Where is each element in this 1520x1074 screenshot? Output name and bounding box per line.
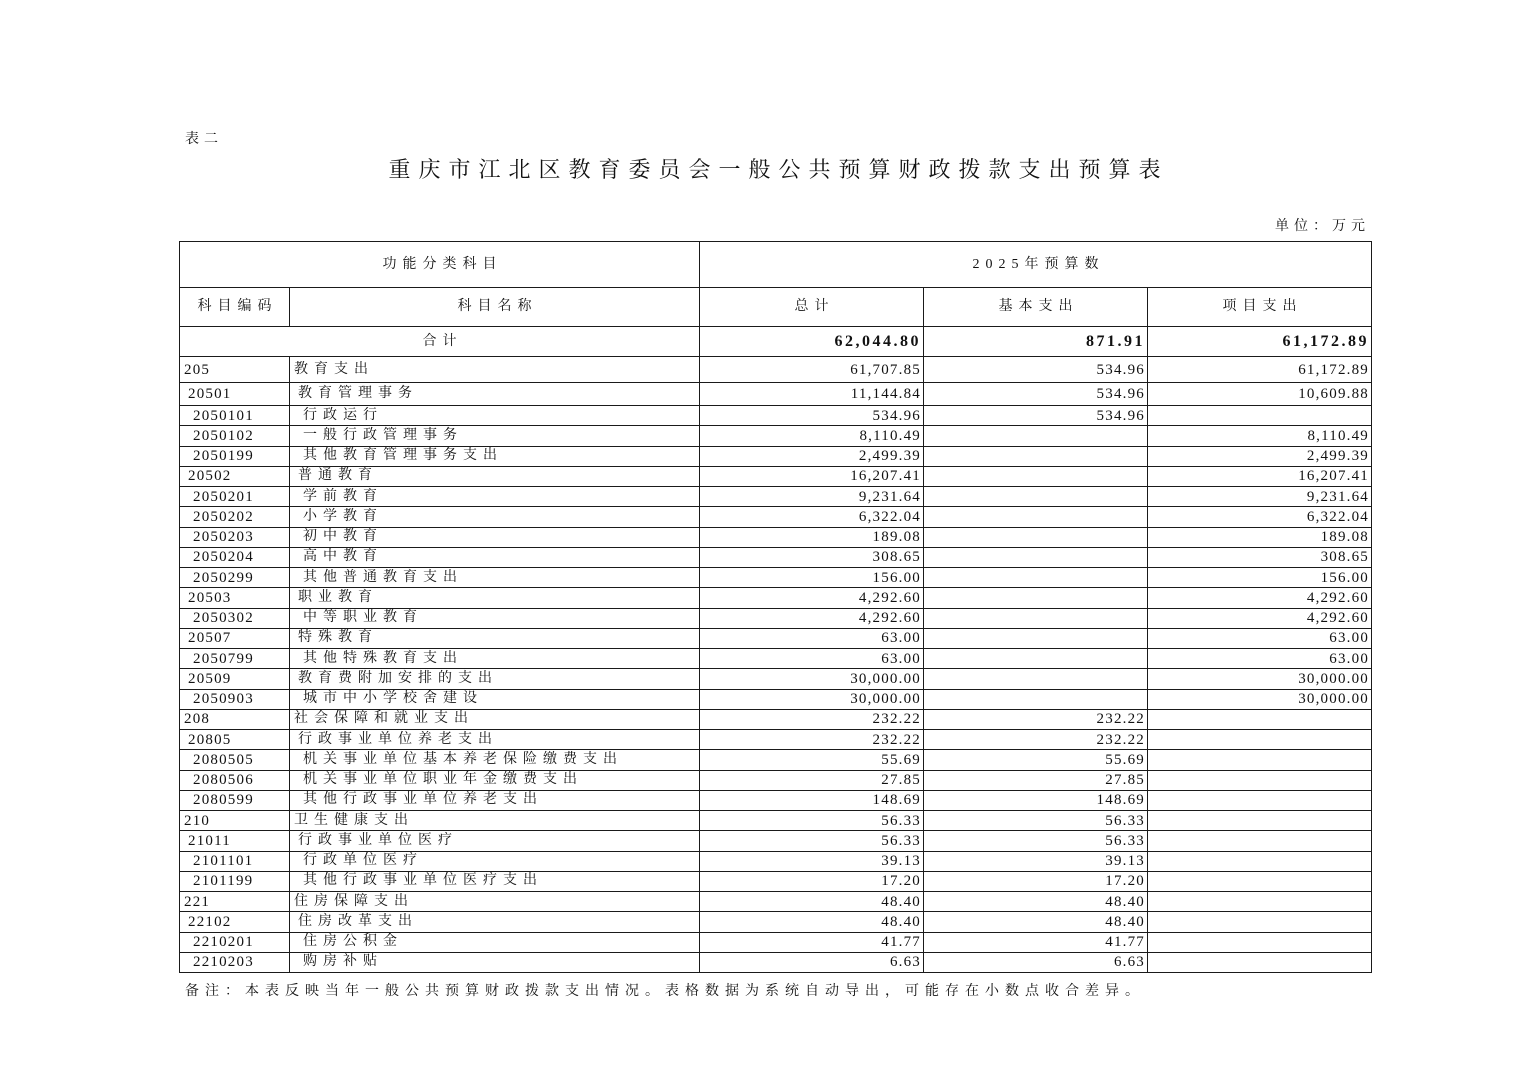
- subject-code: 2210203: [180, 952, 290, 972]
- header-budget-year: 2025年预算数: [700, 242, 1372, 288]
- total-amount: 534.96: [700, 406, 924, 426]
- subject-code: 2050203: [180, 527, 290, 547]
- table-row: [180, 851, 1372, 871]
- subject-name: 购房补贴: [290, 952, 700, 972]
- project-amount: 156.00: [1148, 568, 1372, 588]
- total-amount: 30,000.00: [700, 689, 924, 709]
- subject-name: 中等职业教育: [290, 608, 700, 628]
- project-amount: [1148, 709, 1372, 729]
- subject-name: 机关事业单位职业年金缴费支出: [290, 770, 700, 790]
- basic-amount: [924, 487, 1148, 507]
- table-row: [180, 507, 1372, 527]
- table-row: [180, 383, 1372, 406]
- basic-amount: [924, 507, 1148, 527]
- total-amount: 56.33: [700, 811, 924, 831]
- table-row: [180, 568, 1372, 588]
- table-row: [180, 446, 1372, 466]
- table-row: [180, 871, 1372, 891]
- subject-name: 其他普通教育支出: [290, 568, 700, 588]
- total-amount: 56.33: [700, 831, 924, 851]
- table-row: [180, 426, 1372, 446]
- subject-code: 2050302: [180, 608, 290, 628]
- header-total: 总计: [700, 288, 924, 327]
- basic-amount: 48.40: [924, 892, 1148, 912]
- sum-total: 62,044.80: [700, 327, 924, 357]
- subject-name: 普通教育: [290, 466, 700, 486]
- project-amount: 4,292.60: [1148, 588, 1372, 608]
- project-amount: [1148, 730, 1372, 750]
- header-code: 科目编码: [180, 288, 290, 327]
- basic-amount: 55.69: [924, 750, 1148, 770]
- subject-name: 初中教育: [290, 527, 700, 547]
- budget-table: [179, 241, 1372, 973]
- subject-name: 其他教育管理事务支出: [290, 446, 700, 466]
- basic-amount: [924, 466, 1148, 486]
- sum-basic: 871.91: [924, 327, 1148, 357]
- basic-amount: [924, 669, 1148, 689]
- subject-code: 2080599: [180, 790, 290, 810]
- subject-name: 职业教育: [290, 588, 700, 608]
- subject-code: 2050201: [180, 487, 290, 507]
- subject-code: 20509: [180, 669, 290, 689]
- subject-name: 住房公积金: [290, 932, 700, 952]
- subject-code: 22102: [180, 912, 290, 932]
- project-amount: 8,110.49: [1148, 426, 1372, 446]
- project-amount: [1148, 831, 1372, 851]
- subject-name: 一般行政管理事务: [290, 426, 700, 446]
- header-name: 科目名称: [290, 288, 700, 327]
- basic-amount: 41.77: [924, 932, 1148, 952]
- total-amount: 30,000.00: [700, 669, 924, 689]
- subject-name: 机关事业单位基本养老保险缴费支出: [290, 750, 700, 770]
- basic-amount: [924, 547, 1148, 567]
- subject-name: 教育费附加安排的支出: [290, 669, 700, 689]
- basic-amount: 39.13: [924, 851, 1148, 871]
- table-row: [180, 892, 1372, 912]
- total-amount: 27.85: [700, 770, 924, 790]
- unit-label: 单位：万元: [1275, 219, 1370, 234]
- basic-amount: 6.63: [924, 952, 1148, 972]
- project-amount: [1148, 406, 1372, 426]
- basic-amount: 148.69: [924, 790, 1148, 810]
- subject-code: 2050199: [180, 446, 290, 466]
- project-amount: 61,172.89: [1148, 357, 1372, 383]
- table-row: [180, 487, 1372, 507]
- total-amount: 148.69: [700, 790, 924, 810]
- table-row: [180, 669, 1372, 689]
- project-amount: 4,292.60: [1148, 608, 1372, 628]
- total-amount: 8,110.49: [700, 426, 924, 446]
- subject-name: 其他行政事业单位养老支出: [290, 790, 700, 810]
- project-amount: [1148, 892, 1372, 912]
- project-amount: 189.08: [1148, 527, 1372, 547]
- basic-amount: 56.33: [924, 811, 1148, 831]
- basic-amount: 534.96: [924, 406, 1148, 426]
- total-amount: 63.00: [700, 628, 924, 648]
- table-row: [180, 628, 1372, 648]
- project-amount: 63.00: [1148, 649, 1372, 669]
- subject-code: 20805: [180, 730, 290, 750]
- total-amount: 61,707.85: [700, 357, 924, 383]
- subject-code: 210: [180, 811, 290, 831]
- table-label: 表二: [185, 132, 223, 147]
- subject-name: 卫生健康支出: [290, 811, 700, 831]
- subject-name: 高中教育: [290, 547, 700, 567]
- basic-amount: [924, 608, 1148, 628]
- header-row-columns: [180, 288, 1372, 327]
- total-amount: 232.22: [700, 709, 924, 729]
- project-amount: 63.00: [1148, 628, 1372, 648]
- total-amount: 16,207.41: [700, 466, 924, 486]
- table-row: [180, 750, 1372, 770]
- total-amount: 41.77: [700, 932, 924, 952]
- subject-code: 2080505: [180, 750, 290, 770]
- basic-amount: 232.22: [924, 709, 1148, 729]
- total-amount: 9,231.64: [700, 487, 924, 507]
- footnote: 备注：本表反映当年一般公共预算财政拨款支出情况。表格数据为系统自动导出，可能存在小数点收合差异。: [185, 984, 1145, 999]
- subject-code: 2101199: [180, 871, 290, 891]
- basic-amount: [924, 588, 1148, 608]
- project-amount: 30,000.00: [1148, 689, 1372, 709]
- subject-name: 小学教育: [290, 507, 700, 527]
- subject-code: 2050299: [180, 568, 290, 588]
- subject-name: 城市中小学校舍建设: [290, 689, 700, 709]
- project-amount: 9,231.64: [1148, 487, 1372, 507]
- table-row: [180, 932, 1372, 952]
- total-amount: 156.00: [700, 568, 924, 588]
- project-amount: 308.65: [1148, 547, 1372, 567]
- basic-amount: 534.96: [924, 357, 1148, 383]
- project-amount: [1148, 912, 1372, 932]
- sum-label: 合计: [180, 327, 700, 357]
- total-amount: 48.40: [700, 892, 924, 912]
- total-amount: 6.63: [700, 952, 924, 972]
- subject-name: 行政运行: [290, 406, 700, 426]
- total-amount: 63.00: [700, 649, 924, 669]
- subject-name: 教育管理事务: [290, 383, 700, 406]
- subject-code: 21011: [180, 831, 290, 851]
- subject-code: 20507: [180, 628, 290, 648]
- table-row: [180, 790, 1372, 810]
- table-row: [180, 406, 1372, 426]
- subject-code: 2050903: [180, 689, 290, 709]
- table-row: [180, 811, 1372, 831]
- project-amount: [1148, 770, 1372, 790]
- total-amount: 2,499.39: [700, 446, 924, 466]
- basic-amount: 27.85: [924, 770, 1148, 790]
- table-row: [180, 649, 1372, 669]
- subject-name: 住房改革支出: [290, 912, 700, 932]
- basic-amount: 56.33: [924, 831, 1148, 851]
- subject-name: 行政事业单位医疗: [290, 831, 700, 851]
- subject-code: 2210201: [180, 932, 290, 952]
- subject-code: 2101101: [180, 851, 290, 871]
- total-amount: 11,144.84: [700, 383, 924, 406]
- table-row: [180, 608, 1372, 628]
- project-amount: [1148, 811, 1372, 831]
- subject-name: 社会保障和就业支出: [290, 709, 700, 729]
- project-amount: 10,609.88: [1148, 383, 1372, 406]
- project-amount: [1148, 750, 1372, 770]
- total-amount: 4,292.60: [700, 608, 924, 628]
- table-row: [180, 588, 1372, 608]
- project-amount: 16,207.41: [1148, 466, 1372, 486]
- basic-amount: 48.40: [924, 912, 1148, 932]
- basic-amount: [924, 568, 1148, 588]
- table-row: [180, 527, 1372, 547]
- total-amount: 48.40: [700, 912, 924, 932]
- total-amount: 189.08: [700, 527, 924, 547]
- header-project: 项目支出: [1148, 288, 1372, 327]
- basic-amount: [924, 628, 1148, 648]
- total-amount: 308.65: [700, 547, 924, 567]
- table-row: [180, 952, 1372, 972]
- project-amount: [1148, 851, 1372, 871]
- project-amount: [1148, 871, 1372, 891]
- subject-name: 学前教育: [290, 487, 700, 507]
- subject-code: 221: [180, 892, 290, 912]
- basic-amount: [924, 446, 1148, 466]
- subject-code: 2050102: [180, 426, 290, 446]
- subject-name: 特殊教育: [290, 628, 700, 648]
- header-function-category: 功能分类科目: [180, 242, 700, 288]
- project-amount: 30,000.00: [1148, 669, 1372, 689]
- project-amount: [1148, 952, 1372, 972]
- subject-code: 2080506: [180, 770, 290, 790]
- basic-amount: 534.96: [924, 383, 1148, 406]
- subject-code: 208: [180, 709, 290, 729]
- subject-name: 其他行政事业单位医疗支出: [290, 871, 700, 891]
- total-amount: 4,292.60: [700, 588, 924, 608]
- project-amount: [1148, 932, 1372, 952]
- subject-name: 住房保障支出: [290, 892, 700, 912]
- sum-project: 61,172.89: [1148, 327, 1372, 357]
- basic-amount: 17.20: [924, 871, 1148, 891]
- total-amount: 6,322.04: [700, 507, 924, 527]
- sum-row: [180, 327, 1372, 357]
- table-row: [180, 831, 1372, 851]
- project-amount: [1148, 790, 1372, 810]
- subject-code: 20503: [180, 588, 290, 608]
- header-row-group: [180, 242, 1372, 288]
- table-row: [180, 547, 1372, 567]
- table-row: [180, 689, 1372, 709]
- basic-amount: 232.22: [924, 730, 1148, 750]
- basic-amount: [924, 426, 1148, 446]
- table-row: [180, 912, 1372, 932]
- page-title: 重庆市江北区教育委员会一般公共预算财政拨款支出预算表: [388, 157, 1169, 182]
- subject-code: 2050204: [180, 547, 290, 567]
- subject-code: 20501: [180, 383, 290, 406]
- total-amount: 17.20: [700, 871, 924, 891]
- subject-name: 其他特殊教育支出: [290, 649, 700, 669]
- subject-code: 2050202: [180, 507, 290, 527]
- subject-code: 20502: [180, 466, 290, 486]
- table-row: [180, 466, 1372, 486]
- total-amount: 232.22: [700, 730, 924, 750]
- total-amount: 39.13: [700, 851, 924, 871]
- header-basic: 基本支出: [924, 288, 1148, 327]
- subject-code: 2050101: [180, 406, 290, 426]
- subject-name: 行政单位医疗: [290, 851, 700, 871]
- total-amount: 55.69: [700, 750, 924, 770]
- subject-code: 2050799: [180, 649, 290, 669]
- basic-amount: [924, 527, 1148, 547]
- table-row: [180, 357, 1372, 383]
- table-row: [180, 730, 1372, 750]
- subject-name: 教育支出: [290, 357, 700, 383]
- subject-name: 行政事业单位养老支出: [290, 730, 700, 750]
- table-row: [180, 709, 1372, 729]
- table-body: [180, 357, 1372, 973]
- project-amount: 6,322.04: [1148, 507, 1372, 527]
- basic-amount: [924, 689, 1148, 709]
- project-amount: 2,499.39: [1148, 446, 1372, 466]
- subject-code: 205: [180, 357, 290, 383]
- basic-amount: [924, 649, 1148, 669]
- table-row: [180, 770, 1372, 790]
